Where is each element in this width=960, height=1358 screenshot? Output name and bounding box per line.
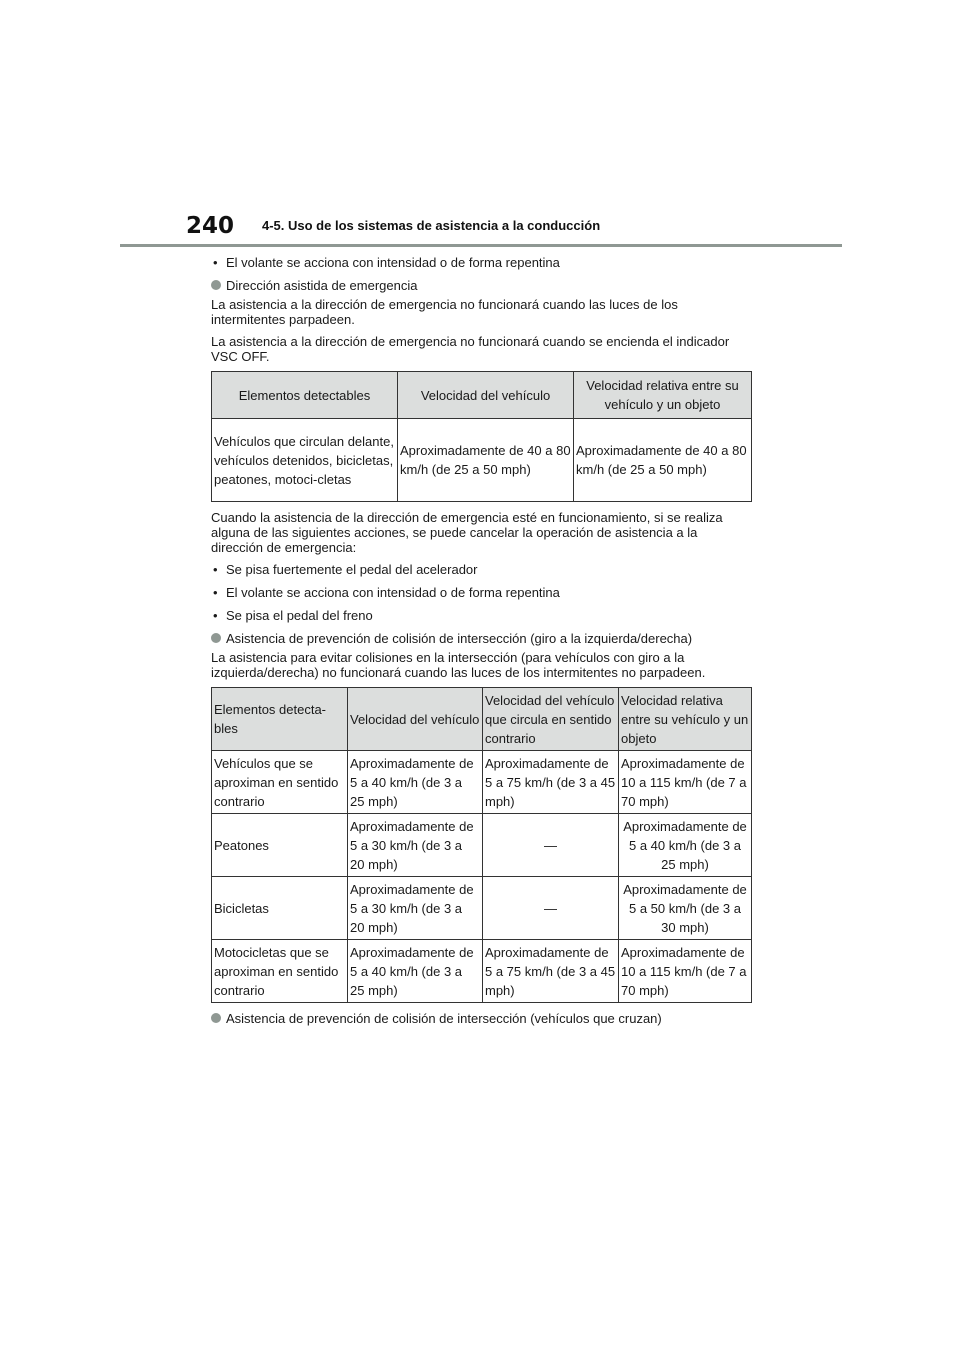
page-number: 240 — [186, 213, 235, 239]
paragraph: La asistencia para evitar colisiones en la intersección (para vehículos con giro a la izquierda/derecha) no funcionará cuando las luces de los intermitentes no parpadeen. — [211, 650, 706, 680]
table-cell: Vehículos que circulan delante, vehículos detenidos, bicicletas, peatones, motoci-cletas — [212, 419, 398, 502]
detection-table-intersection-turn — [211, 687, 752, 1003]
list-item — [211, 608, 751, 623]
table-header-cell: Velocidad relativa entre su vehículo y un objeto — [574, 372, 752, 419]
subsection-heading — [211, 278, 751, 293]
table-header-cell: Velocidad del vehículo — [398, 372, 574, 419]
table-row — [212, 940, 752, 1003]
list-item-text: Se pisa fuertemente el pedal del acelerador — [226, 562, 478, 577]
table-cell: Aproximadamente de 10 a 115 km/h (de 7 a 70 mph) — [619, 751, 752, 814]
table-header-cell: Velocidad relativa entre su vehículo y un objeto — [619, 688, 752, 751]
heading-text: Asistencia de prevención de colisión de intersección (vehículos que cruzan) — [226, 1011, 662, 1026]
list-item — [211, 562, 751, 577]
page-header — [0, 0, 960, 250]
table-header-cell: Velocidad del vehículo que circula en sentido contrario — [483, 688, 619, 751]
header-divider — [120, 244, 842, 247]
list-item-text: Se pisa el pedal del freno — [226, 608, 373, 623]
table-row — [212, 751, 752, 814]
paragraph: La asistencia a la dirección de emergencia no funcionará cuando se encienda el indicador VSC OFF. — [211, 334, 730, 364]
bullet-marker: • — [213, 608, 218, 623]
paragraph: La asistencia a la dirección de emergencia no funcionará cuando las luces de los intermitentes parpadeen. — [211, 297, 678, 327]
table-cell: Aproximadamente de 40 a 80 km/h (de 25 a 50 mph) — [398, 419, 574, 502]
table-cell: Aproximadamente de 40 a 80 km/h (de 25 a 50 mph) — [574, 419, 752, 502]
table-cell: — — [483, 814, 619, 877]
table-cell: Aproximadamente de 5 a 75 km/h (de 3 a 45 mph) — [483, 940, 619, 1003]
table-header-cell: Elementos detectables — [212, 372, 398, 419]
subsection-heading — [211, 631, 751, 646]
table-cell: Aproximadamente de 5 a 50 km/h (de 3 a 30 mph) — [619, 877, 752, 940]
table-header-row — [212, 372, 752, 419]
circle-bullet-icon — [211, 633, 221, 643]
table-cell: Aproximadamente de 10 a 115 km/h (de 7 a 70 mph) — [619, 940, 752, 1003]
table-cell: Bicicletas — [212, 877, 348, 940]
table-cell: Vehículos que se aproximan en sentido contrario — [212, 751, 348, 814]
table-cell: Aproximadamente de 5 a 30 km/h (de 3 a 20 mph) — [348, 814, 483, 877]
table-header-cell: Elementos detecta-bles — [212, 688, 348, 751]
table-cell: Aproximadamente de 5 a 40 km/h (de 3 a 25 mph) — [619, 814, 752, 877]
table-row — [212, 814, 752, 877]
list-item-text: El volante se acciona con intensidad o de forma repentina — [226, 585, 560, 600]
table-cell: Aproximadamente de 5 a 40 km/h (de 3 a 25 mph) — [348, 751, 483, 814]
section-title: 4-5. Uso de los sistemas de asistencia a la conducción — [262, 218, 601, 233]
heading-text: Asistencia de prevención de colisión de intersección (giro a la izquierda/derecha) — [226, 631, 693, 646]
table-row — [212, 877, 752, 940]
list-item — [211, 255, 751, 270]
bullet-marker: • — [213, 255, 218, 270]
page-content — [211, 255, 751, 1030]
heading-text: Dirección asistida de emergencia — [226, 278, 418, 293]
bullet-marker: • — [213, 562, 218, 577]
detection-table-emergency-steering — [211, 371, 752, 502]
table-header-cell: Velocidad del vehículo — [348, 688, 483, 751]
subsection-heading — [211, 1011, 751, 1026]
table-cell: Aproximadamente de 5 a 40 km/h (de 3 a 25 mph) — [348, 940, 483, 1003]
table-cell: — — [483, 877, 619, 940]
list-item — [211, 585, 751, 600]
circle-bullet-icon — [211, 1013, 221, 1023]
table-row — [212, 419, 752, 502]
circle-bullet-icon — [211, 280, 221, 290]
table-cell: Motocicletas que se aproximan en sentido contrario — [212, 940, 348, 1003]
table-cell: Aproximadamente de 5 a 30 km/h (de 3 a 20 mph) — [348, 877, 483, 940]
paragraph: Cuando la asistencia de la dirección de emergencia esté en funcionamiento, si se realiza alguna de las siguientes acciones, se puede cancelar la operación de asistencia a la dirección de emergencia: — [211, 510, 723, 555]
table-cell: Peatones — [212, 814, 348, 877]
table-header-row — [212, 688, 752, 751]
table-cell: Aproximadamente de 5 a 75 km/h (de 3 a 45 mph) — [483, 751, 619, 814]
list-item-text: El volante se acciona con intensidad o de forma repentina — [226, 255, 560, 270]
bullet-marker: • — [213, 585, 218, 600]
